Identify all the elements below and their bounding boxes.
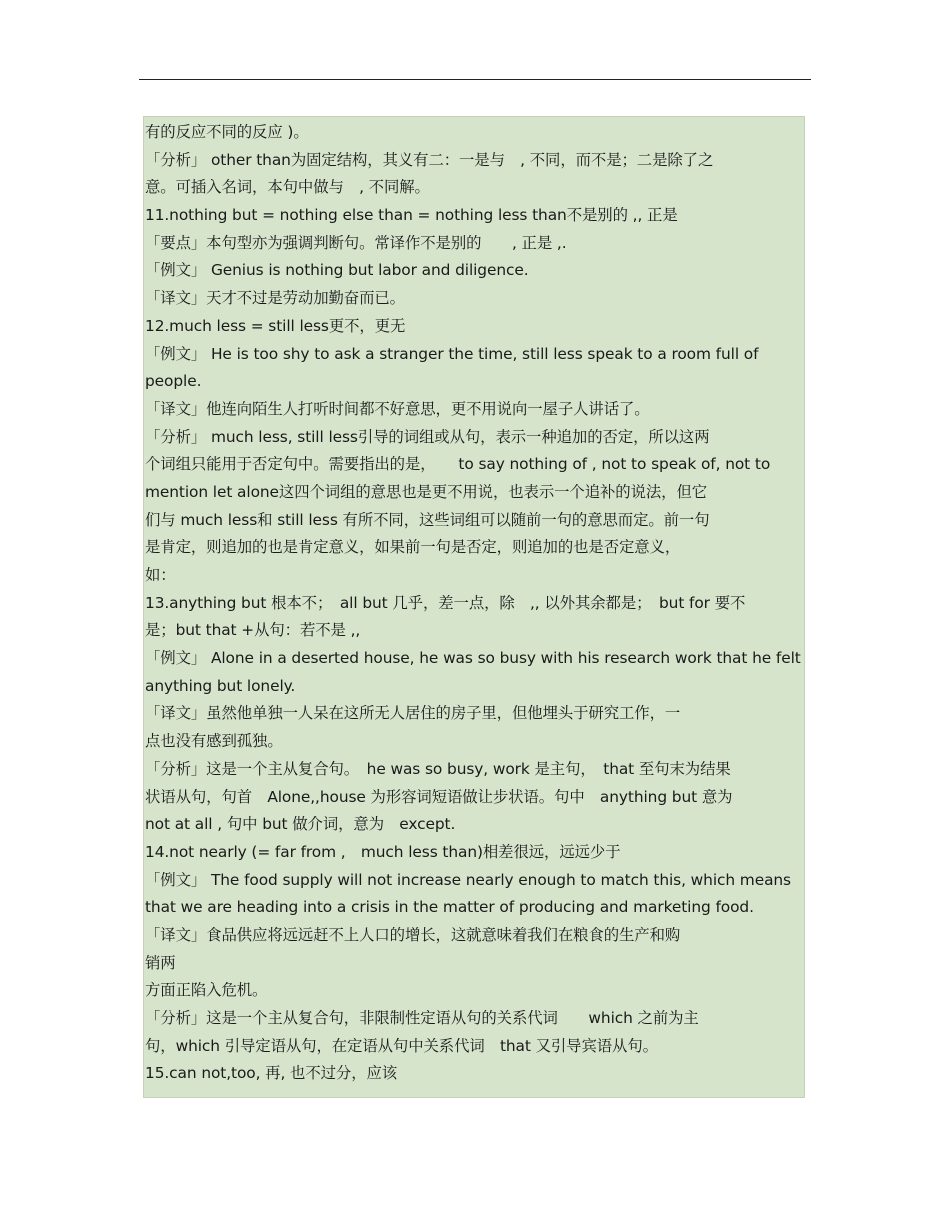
text-line: 「例文」 He is too shy to ask a stranger the time, still less speak to a room full of bbox=[145, 344, 759, 363]
text-line: 15.can not,too, 再, 也不过分，应该 bbox=[145, 1064, 398, 1083]
text-line: 13.anything but 根本不； all but 几乎，差一点，除 ,, 以外其余都是； but for 要不 bbox=[145, 593, 746, 612]
text-line: 「分析」 other than为固定结构，其义有二：一是与 , 不同，而不是；二是除了之 bbox=[145, 150, 714, 169]
text-line: 「例文」 The food supply will not increase nearly enough to match this, which means bbox=[145, 870, 791, 889]
text-line: 「译文」食品供应将远远赶不上人口的增长，这就意味着我们在粮食的生产和购 bbox=[145, 925, 681, 944]
text-line: 「例文」 Alone in a deserted house, he was so busy with his research work that he felt bbox=[145, 649, 801, 668]
text-line: 「例文」 Genius is nothing but labor and diligence. bbox=[145, 261, 529, 280]
text-line: 「分析」这是一个主从复合句。 he was so busy, work 是主句， that 至句末为结果 bbox=[145, 759, 731, 778]
text-line: 如： bbox=[145, 566, 176, 584]
text-line: 「译文」天才不过是劳动加勤奋而已。 bbox=[145, 289, 405, 308]
text-line: 「译文」他连向陌生人打听时间都不好意思，更不用说向一屋子人讲话了。 bbox=[145, 399, 650, 418]
text-line: 是肯定，则追加的也是肯定意义，如果前一句是否定，则追加的也是否定意义， bbox=[145, 538, 681, 557]
text-line: 们与 much less和 still less 有所不同，这些词组可以随前一句的意思而定。前一句 bbox=[145, 510, 710, 529]
text-line: 是；but that +从句：若不是 ,, bbox=[145, 621, 361, 640]
text-line: anything but lonely. bbox=[145, 676, 296, 695]
text-line: 「分析」这是一个主从复合句，非限制性定语从句的关系代词 which 之前为主 bbox=[145, 1009, 699, 1027]
text-line: 状语从句，句首 Alone,,house 为形容词短语做让步状语。句中 anything but 意为 bbox=[145, 787, 733, 806]
text-line: 「要点」本句型亦为强调判断句。常译作不是别的 , 正是 ,. bbox=[145, 233, 567, 252]
text-line: 12.much less = still less更不，更无 bbox=[145, 316, 406, 335]
text-line: 意。可插入名词，本句中做与 , 不同解。 bbox=[145, 178, 430, 197]
document-body bbox=[145, 119, 835, 1088]
text-line: 方面正陷入危机。 bbox=[145, 981, 268, 1000]
text-line: 个词组只能用于否定句中。需要指出的是， to say nothing of , not to speak of, not to bbox=[145, 455, 771, 474]
header-rule bbox=[139, 79, 811, 80]
text-line: 「分析」 much less, still less引导的词组或从句，表示一种追加的否定，所以这两 bbox=[145, 427, 710, 446]
text-line: 句，which 引导定语从句，在定语从句中关系代词 that 又引导宾语从句。 bbox=[145, 1036, 658, 1055]
text-line: 有的反应不同的反应 )。 bbox=[145, 123, 309, 141]
text-line: 11.nothing but = nothing else than = nothing less than不是别的 ,, 正是 bbox=[145, 206, 678, 225]
text-line: that we are heading into a crisis in the matter of producing and marketing food. bbox=[145, 898, 754, 917]
text-line: 点也没有感到孤独。 bbox=[145, 732, 283, 751]
text-line: 14.not nearly (= far from , much less than)相差很远，远远少于 bbox=[145, 842, 621, 861]
text-line: 「译文」虽然他单独一人呆在这所无人居住的房子里，但他埋头于研究工作，一 bbox=[145, 704, 681, 723]
text-line: mention let alone这四个词组的意思也是更不用说，也表示一个追补的说法，但它 bbox=[145, 482, 708, 501]
text-line: 销两 bbox=[145, 953, 176, 972]
text-line: not at all , 句中 but 做介词，意为 except. bbox=[145, 815, 456, 834]
text-line: people. bbox=[145, 372, 202, 391]
